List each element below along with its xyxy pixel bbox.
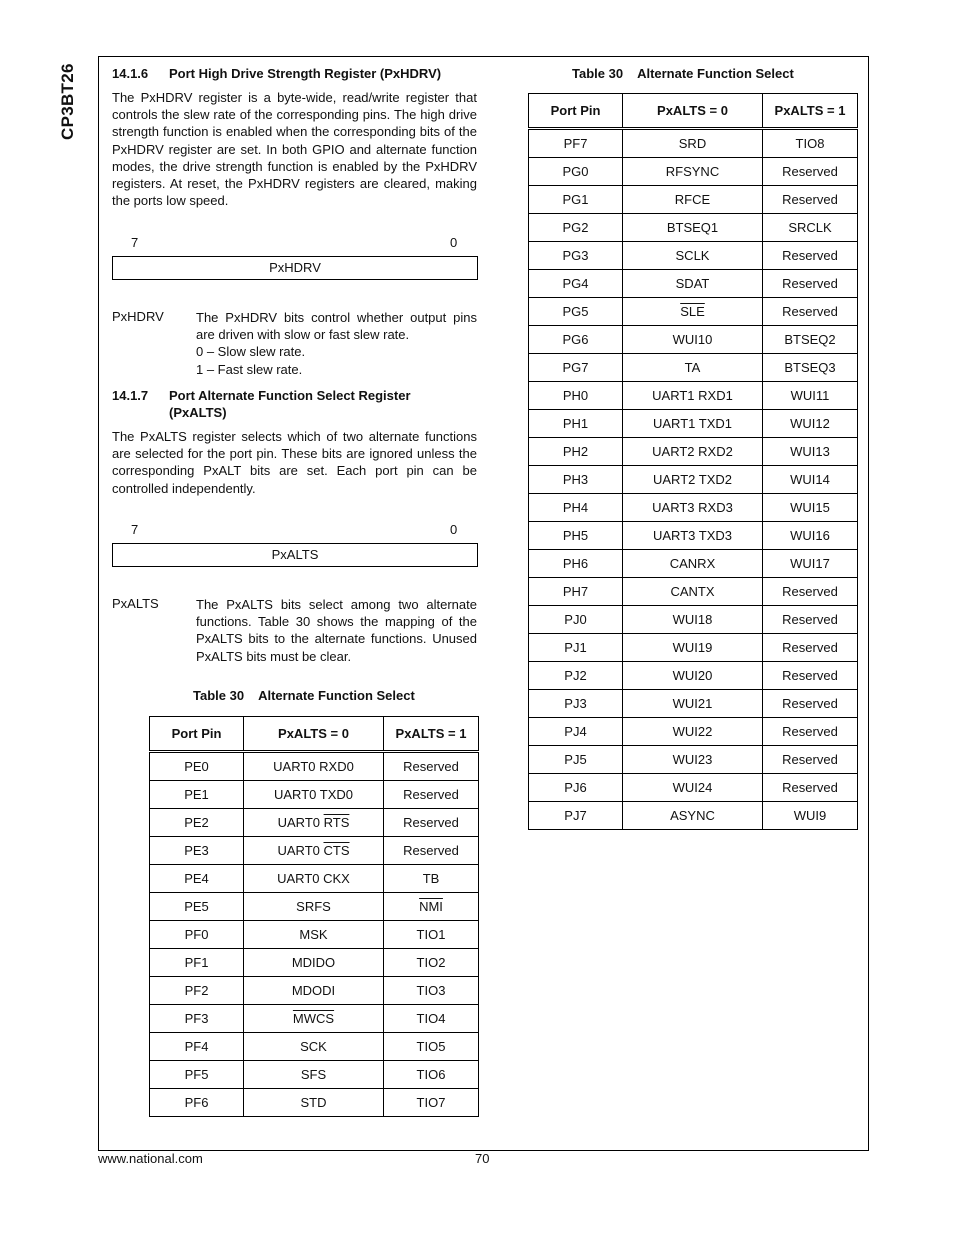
cell-pxalts-1: WUI15: [763, 494, 858, 522]
definition-option-0: 0 – Slow slew rate.: [196, 344, 306, 360]
cell-pxalts-0: SDAT: [623, 270, 763, 298]
table-caption-right: [572, 66, 794, 81]
cell-pxalts-0: SFS: [244, 1061, 384, 1089]
cell-pxalts-0: WUI23: [623, 746, 763, 774]
cell-pxalts-0: WUI19: [623, 634, 763, 662]
cell-text: UART0: [277, 815, 324, 830]
cell-pxalts-1: WUI17: [763, 550, 858, 578]
cell-pxalts-1: TIO6: [384, 1061, 479, 1089]
cell-pxalts-1: TIO8: [763, 129, 858, 158]
table-row: [150, 1061, 479, 1089]
cell-pxalts-0: UART0 RXD0: [244, 752, 384, 781]
section-title-line1: Port Alternate Function Select Register: [169, 388, 411, 403]
table-header-row: [150, 717, 479, 752]
document-side-title: CP3BT26: [58, 63, 77, 140]
cell-pxalts-1: Reserved: [763, 690, 858, 718]
section-number: 14.1.7: [112, 388, 149, 403]
cell-pxalts-0: SRD: [623, 129, 763, 158]
cell-pxalts-1: WUI9: [763, 802, 858, 830]
cell-port-pin: PE5: [150, 893, 244, 921]
cell-port-pin: PG7: [529, 354, 623, 382]
table-row: [529, 186, 858, 214]
cell-pxalts-0: [244, 809, 384, 837]
cell-port-pin: PH3: [529, 466, 623, 494]
cell-port-pin: PH7: [529, 578, 623, 606]
table-row: [150, 752, 479, 781]
cell-pxalts-0: SRFS: [244, 893, 384, 921]
cell-pxalts-1: SRCLK: [763, 214, 858, 242]
register-diagram-pxhdrv: PxHDRV: [112, 256, 478, 280]
register-bit-low: 0: [450, 522, 458, 537]
cell-pxalts-0: UART0 TXD0: [244, 781, 384, 809]
cell-pxalts-1: Reserved: [763, 634, 858, 662]
cell-port-pin: PJ4: [529, 718, 623, 746]
cell-pxalts-0: WUI24: [623, 774, 763, 802]
section-heading-pxalts: [112, 387, 482, 421]
cell-pxalts-0: SCLK: [623, 242, 763, 270]
cell-port-pin: PF0: [150, 921, 244, 949]
table-row: [150, 1005, 479, 1033]
cell-port-pin: PF2: [150, 977, 244, 1005]
register-bit-high: 7: [131, 522, 139, 537]
cell-port-pin: PG1: [529, 186, 623, 214]
register-bit-high: 7: [131, 235, 139, 250]
cell-pxalts-0: STD: [244, 1089, 384, 1117]
table-row: [150, 865, 479, 893]
cell-pxalts-1: TIO2: [384, 949, 479, 977]
table-row: [150, 781, 479, 809]
footer-website: www.national.com: [98, 1151, 203, 1166]
column-header-pxalts-1: PxALTS = 1: [763, 94, 858, 129]
table-row: [529, 494, 858, 522]
column-header-pxalts-1: PxALTS = 1: [384, 717, 479, 752]
table-row: [529, 634, 858, 662]
cell-pxalts-0: MDIDO: [244, 949, 384, 977]
cell-pxalts-0: RFCE: [623, 186, 763, 214]
table-row: [529, 774, 858, 802]
table-row: [529, 382, 858, 410]
cell-port-pin: PF7: [529, 129, 623, 158]
cell-port-pin: PG6: [529, 326, 623, 354]
cell-pxalts-1: TIO5: [384, 1033, 479, 1061]
cell-pxalts-1: Reserved: [763, 186, 858, 214]
column-header-pxalts-0: PxALTS = 0: [623, 94, 763, 129]
cell-pxalts-1: Reserved: [763, 662, 858, 690]
cell-pxalts-1: Reserved: [763, 718, 858, 746]
table-caption-title: Alternate Function Select: [637, 66, 794, 81]
overbar-signal-text: $\overline{SLE}$: [680, 304, 705, 319]
cell-port-pin: PF3: [150, 1005, 244, 1033]
cell-pxalts-1: BTSEQ2: [763, 326, 858, 354]
register-bit-low: 0: [450, 235, 458, 250]
table-row: [150, 977, 479, 1005]
cell-pxalts-0: UART1 TXD1: [623, 410, 763, 438]
cell-pxalts-0: ASYNC: [623, 802, 763, 830]
cell-pxalts-1: WUI13: [763, 438, 858, 466]
table-row: [529, 410, 858, 438]
cell-pxalts-1: [384, 893, 479, 921]
cell-port-pin: PG4: [529, 270, 623, 298]
definition-label-pxhdrv: PxHDRV: [112, 309, 164, 324]
table-row: [150, 1033, 479, 1061]
cell-port-pin: PF1: [150, 949, 244, 977]
cell-port-pin: PJ7: [529, 802, 623, 830]
cell-text: UART0: [277, 843, 324, 858]
table-row: [529, 326, 858, 354]
cell-pxalts-0: WUI18: [623, 606, 763, 634]
cell-pxalts-0: SCK: [244, 1033, 384, 1061]
cell-pxalts-0: UART2 RXD2: [623, 438, 763, 466]
cell-port-pin: PE4: [150, 865, 244, 893]
definition-label-pxalts: PxALTS: [112, 596, 159, 611]
cell-pxalts-1: Reserved: [763, 578, 858, 606]
cell-pxalts-0: BTSEQ1: [623, 214, 763, 242]
section-title: Port High Drive Strength Register (PxHDRV): [169, 66, 442, 81]
cell-pxalts-0: [244, 1005, 384, 1033]
table-row: [150, 921, 479, 949]
overbar-signal-text: $\overline{CTS}$: [323, 843, 350, 858]
cell-port-pin: PF5: [150, 1061, 244, 1089]
cell-pxalts-1: Reserved: [384, 781, 479, 809]
cell-pxalts-0: MSK: [244, 921, 384, 949]
table-row: [150, 809, 479, 837]
cell-pxalts-1: TIO3: [384, 977, 479, 1005]
cell-pxalts-1: Reserved: [763, 270, 858, 298]
section-body-pxalts: The PxALTS register selects which of two alternate functions are selected for the port pin. These bits are ignored unless the corresponding PxALT bits are set. Each port pin can be controlled independently.: [112, 429, 477, 496]
cell-pxalts-0: MDODI: [244, 977, 384, 1005]
overbar-signal-text: MWCS: [292, 1011, 335, 1026]
cell-pxalts-1: BTSEQ3: [763, 354, 858, 382]
cell-pxalts-1: TIO4: [384, 1005, 479, 1033]
cell-pxalts-0: [623, 298, 763, 326]
table-row: [529, 129, 858, 158]
section-number: 14.1.6: [112, 66, 149, 81]
alternate-function-table-left: [149, 716, 479, 1117]
definition-text: The PxHDRV bits control whether output pins are driven with slow or fast slew rate.: [196, 310, 477, 343]
register-diagram-pxalts: PxALTS: [112, 543, 478, 567]
table-row: [529, 690, 858, 718]
cell-pxalts-0: WUI21: [623, 690, 763, 718]
cell-port-pin: PE3: [150, 837, 244, 865]
cell-pxalts-1: WUI12: [763, 410, 858, 438]
table-row: [529, 242, 858, 270]
overbar-signal-text: $\overline{RTS}$: [323, 815, 350, 830]
cell-port-pin: PJ3: [529, 690, 623, 718]
cell-pxalts-1: TB: [384, 865, 479, 893]
section-body-pxhdrv: The PxHDRV register is a byte-wide, read/write register that controls the slew rate of the corresponding pins. The high drive strength function is enabled when the corresponding bits of the PxHDRV register are set. In both GPIO and alternate function modes, the drive strength function is enabled by the PxHDRV registers. At reset, the PxHDRV registers are cleared, making the ports low speed.: [112, 90, 477, 209]
cell-pxalts-1: Reserved: [384, 752, 479, 781]
cell-port-pin: PE2: [150, 809, 244, 837]
cell-pxalts-0: UART0 CKX: [244, 865, 384, 893]
column-header-pxalts-0: PxALTS = 0: [244, 717, 384, 752]
section-heading-pxhdrv: [112, 66, 482, 81]
cell-pxalts-0: UART3 RXD3: [623, 494, 763, 522]
table-row: [529, 466, 858, 494]
cell-pxalts-0: CANTX: [623, 578, 763, 606]
cell-port-pin: PG3: [529, 242, 623, 270]
cell-port-pin: PH0: [529, 382, 623, 410]
cell-port-pin: PJ2: [529, 662, 623, 690]
table-row: [529, 606, 858, 634]
table-row: [529, 550, 858, 578]
cell-pxalts-0: TA: [623, 354, 763, 382]
cell-pxalts-1: Reserved: [763, 158, 858, 186]
table-row: [529, 270, 858, 298]
cell-port-pin: PG5: [529, 298, 623, 326]
cell-pxalts-0: UART3 TXD3: [623, 522, 763, 550]
cell-pxalts-0: UART2 TXD2: [623, 466, 763, 494]
table-row: [529, 746, 858, 774]
table-row: [529, 662, 858, 690]
cell-port-pin: PJ1: [529, 634, 623, 662]
table-header-row: [529, 94, 858, 129]
cell-port-pin: PJ5: [529, 746, 623, 774]
table-caption-number: Table 30: [193, 688, 245, 703]
cell-port-pin: PH1: [529, 410, 623, 438]
cell-port-pin: PH6: [529, 550, 623, 578]
definition-text-pxalts: The PxALTS bits select among two alternate functions. Table 30 shows the mapping of the PxALTS bits to the alternate functions. Unused PxALTS bits must be clear.: [196, 597, 477, 664]
cell-pxalts-1: WUI11: [763, 382, 858, 410]
section-title-line2: (PxALTS): [169, 405, 227, 420]
alternate-function-table-right: [528, 93, 858, 830]
cell-pxalts-1: Reserved: [763, 242, 858, 270]
cell-pxalts-1: WUI14: [763, 466, 858, 494]
table-row: [150, 949, 479, 977]
cell-port-pin: PJ0: [529, 606, 623, 634]
footer-page-number: 70: [475, 1151, 490, 1166]
cell-port-pin: PG2: [529, 214, 623, 242]
cell-pxalts-1: Reserved: [384, 809, 479, 837]
column-header-port-pin: Port Pin: [150, 717, 244, 752]
table-row: [150, 893, 479, 921]
cell-pxalts-0: UART1 RXD1: [623, 382, 763, 410]
table-row: [529, 522, 858, 550]
table-row: [529, 718, 858, 746]
table-row: [150, 1089, 479, 1117]
cell-port-pin: PE1: [150, 781, 244, 809]
cell-pxalts-1: Reserved: [763, 606, 858, 634]
cell-pxalts-1: Reserved: [384, 837, 479, 865]
cell-pxalts-0: WUI10: [623, 326, 763, 354]
table-row: [529, 158, 858, 186]
cell-pxalts-0: WUI20: [623, 662, 763, 690]
cell-port-pin: PE0: [150, 752, 244, 781]
cell-port-pin: PF6: [150, 1089, 244, 1117]
cell-port-pin: PG0: [529, 158, 623, 186]
table-row: [529, 354, 858, 382]
cell-port-pin: PH2: [529, 438, 623, 466]
cell-pxalts-0: CANRX: [623, 550, 763, 578]
table-caption-title: Alternate Function Select: [258, 688, 415, 703]
table-row: [529, 578, 858, 606]
cell-port-pin: PF4: [150, 1033, 244, 1061]
table-caption-left: [193, 688, 415, 703]
table-row: [150, 837, 479, 865]
cell-port-pin: PH5: [529, 522, 623, 550]
table-row: [529, 214, 858, 242]
table-caption-number: Table 30: [572, 66, 624, 81]
cell-pxalts-1: TIO1: [384, 921, 479, 949]
cell-port-pin: PH4: [529, 494, 623, 522]
cell-pxalts-1: Reserved: [763, 774, 858, 802]
cell-pxalts-1: Reserved: [763, 746, 858, 774]
definition-body-pxhdrv: [196, 309, 477, 378]
overbar-signal-text: $\overline{NMI}$: [419, 899, 443, 914]
cell-pxalts-1: WUI16: [763, 522, 858, 550]
table-row: [529, 802, 858, 830]
definition-option-1: 1 – Fast slew rate.: [196, 361, 303, 377]
column-header-port-pin: Port Pin: [529, 94, 623, 129]
table-row: [529, 298, 858, 326]
cell-port-pin: PJ6: [529, 774, 623, 802]
cell-pxalts-0: [244, 837, 384, 865]
cell-pxalts-0: WUI22: [623, 718, 763, 746]
cell-pxalts-0: RFSYNC: [623, 158, 763, 186]
cell-pxalts-1: Reserved: [763, 298, 858, 326]
cell-pxalts-1: TIO7: [384, 1089, 479, 1117]
table-row: [529, 438, 858, 466]
